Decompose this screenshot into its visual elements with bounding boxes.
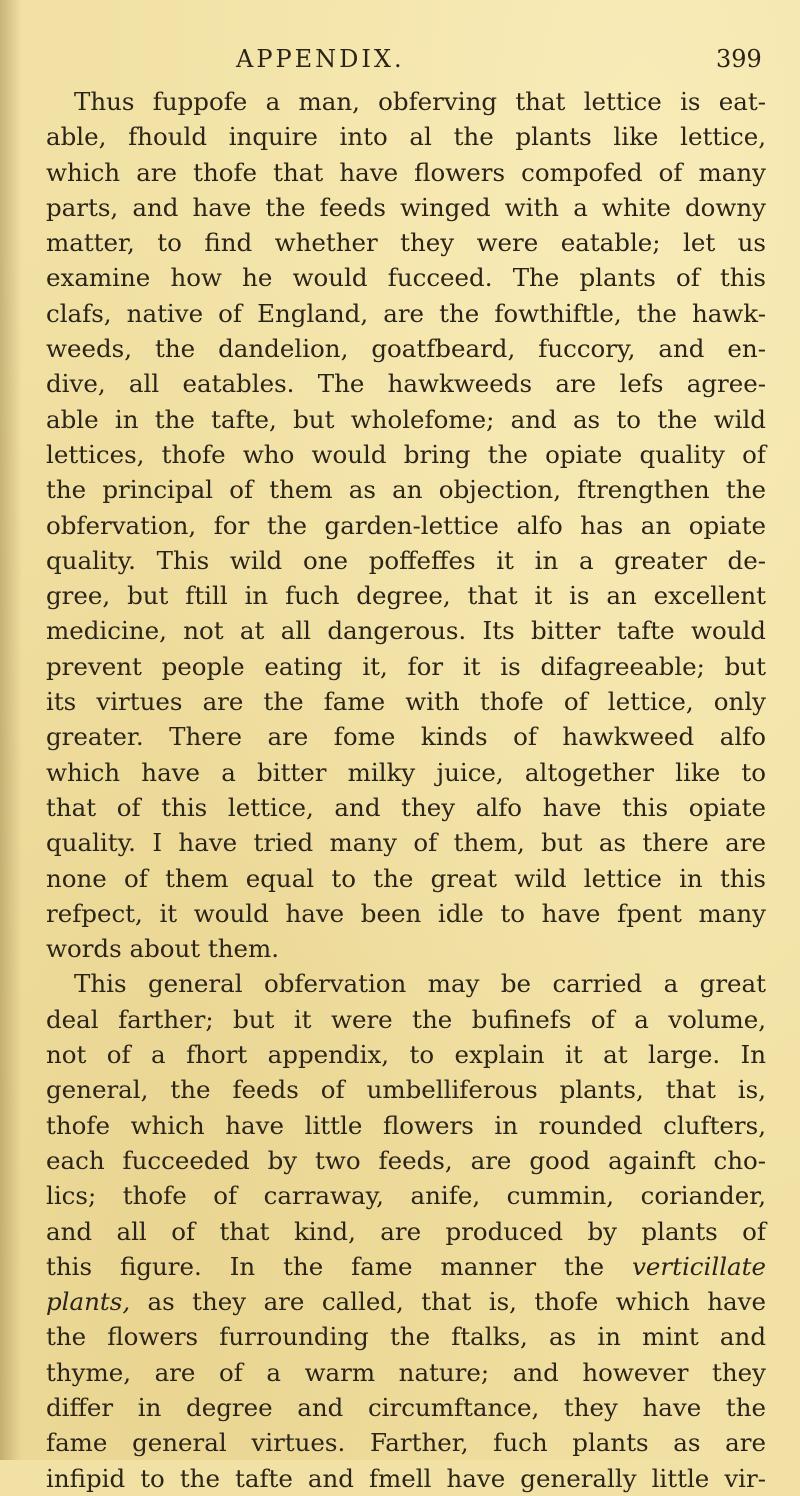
line-text: lettices, thofe who would bring the opiate quality of — [46, 439, 766, 469]
text-line — [46, 260, 766, 295]
text-line — [46, 790, 766, 825]
line-text: each fucceeded by two feeds, are good againft cho- — [46, 1145, 766, 1175]
line-text: greater. There are fome kinds of hawkweed alfo — [46, 722, 766, 752]
line-text: fame general virtues. Farther, fuch plants as are — [46, 1428, 766, 1458]
text-line — [46, 1249, 766, 1284]
line-text: not of a fhort appendix, to explain it at large. In — [46, 1040, 766, 1070]
text-line — [46, 508, 766, 543]
italic-text: verticillate — [632, 1251, 766, 1281]
line-text: medicine, not at all dangerous. Its bitter tafte would — [46, 616, 766, 646]
line-text: differ in degree and circumftance, they have the — [46, 1392, 766, 1422]
line-text: prevent people eating it, for it is difagreeable; but — [46, 651, 766, 681]
page-number: 399 — [716, 45, 762, 73]
text-line — [46, 755, 766, 790]
line-text: this figure. In the fame manner the — [46, 1251, 633, 1281]
text-line — [46, 719, 766, 754]
line-text: refpect, it would have been idle to have fpent many — [46, 898, 766, 928]
text-line — [46, 966, 766, 1001]
text-line — [46, 1284, 766, 1319]
text-line — [46, 437, 766, 472]
text-line — [46, 155, 766, 190]
text-line — [46, 1390, 766, 1425]
text-line — [46, 1214, 766, 1249]
running-head — [0, 44, 800, 74]
text-line — [46, 1037, 766, 1072]
line-text: thofe which have little flowers in rounded clufters, — [46, 1110, 766, 1140]
text-line — [46, 296, 766, 331]
line-text: parts, and have the feeds winged with a white downy — [46, 192, 766, 222]
line-text: its virtues are the fame with thofe of lettice, only — [46, 687, 766, 717]
text-line — [46, 1319, 766, 1354]
line-text: This general obfervation may be carried a great — [74, 969, 766, 999]
text-line — [46, 1425, 766, 1460]
line-text: clafs, native of England, are the fowthiftle, the hawk- — [46, 298, 766, 328]
line-text: and all of that kind, are produced by plants of — [46, 1216, 766, 1246]
text-line — [46, 684, 766, 719]
text-line — [46, 613, 766, 648]
line-text: that of this lettice, and they alfo have this opiate — [46, 792, 766, 822]
italic-text: plants, — [46, 1287, 131, 1317]
text-line — [46, 578, 766, 613]
text-line — [46, 472, 766, 507]
text-line — [46, 861, 766, 896]
line-text: dive, all eatables. The hawkweeds are lefs agree- — [46, 369, 766, 399]
line-text: obfervation, for the garden-lettice alfo has an opiate — [46, 510, 766, 540]
text-line — [46, 1355, 766, 1390]
line-text: thyme, are of a warm nature; and however they — [46, 1357, 766, 1387]
line-text: as they are called, that is, thofe which have — [130, 1287, 766, 1317]
text-line — [46, 896, 766, 931]
line-text: able in the tafte, but wholefome; and as to the wild — [46, 404, 766, 434]
text-line — [46, 1072, 766, 1107]
line-text: which have a bitter milky juice, altogether like to — [46, 757, 766, 787]
page-gutter-shadow — [0, 0, 22, 1460]
line-text: quality. This wild one poffeffes it in a greater de- — [46, 545, 766, 575]
line-text: gree, but ftill in fuch degree, that it is an excellent — [46, 581, 766, 611]
line-text: weeds, the dandelion, goatfbeard, fuccory, and en- — [46, 334, 766, 364]
text-line — [46, 931, 766, 966]
running-head-title: APPENDIX. — [236, 45, 405, 73]
text-line — [46, 825, 766, 860]
line-text: matter, to find whether they were eatable; let us — [46, 228, 766, 258]
text-line — [46, 1461, 766, 1496]
line-text: the principal of them as an objection, ftrengthen the — [46, 475, 766, 505]
line-text: words about them. — [46, 934, 280, 964]
line-text: which are thofe that have flowers compofed of many — [46, 157, 766, 187]
line-text: deal farther; but it were the bufinefs of a volume, — [46, 1004, 766, 1034]
line-text: none of them equal to the great wild lettice in this — [46, 863, 766, 893]
text-line — [46, 649, 766, 684]
text-line — [46, 402, 766, 437]
text-line — [46, 1002, 766, 1037]
text-line — [46, 225, 766, 260]
text-line — [46, 190, 766, 225]
body-text — [46, 84, 766, 1496]
text-line — [46, 1143, 766, 1178]
line-text: quality. I have tried many of them, but as there are — [46, 828, 766, 858]
line-text: general, the feeds of umbelliferous plants, that is, — [46, 1075, 766, 1105]
line-text: Thus fuppofe a man, obferving that lettice is eat- — [74, 87, 766, 116]
text-line — [46, 543, 766, 578]
line-text: the flowers furrounding the ftalks, as in mint and — [46, 1322, 766, 1352]
text-line — [46, 119, 766, 154]
line-text: able, fhould inquire into al the plants like lettice, — [46, 122, 766, 152]
line-text: infipid to the tafte and fmell have generally little vir- — [46, 1463, 766, 1493]
text-line — [46, 366, 766, 401]
text-line — [46, 84, 766, 119]
text-line — [46, 1178, 766, 1213]
line-text: lics; thofe of carraway, anife, cummin, coriander, — [46, 1181, 766, 1211]
line-text: examine how he would fucceed. The plants of this — [46, 263, 766, 293]
text-line — [46, 331, 766, 366]
text-line — [46, 1108, 766, 1143]
